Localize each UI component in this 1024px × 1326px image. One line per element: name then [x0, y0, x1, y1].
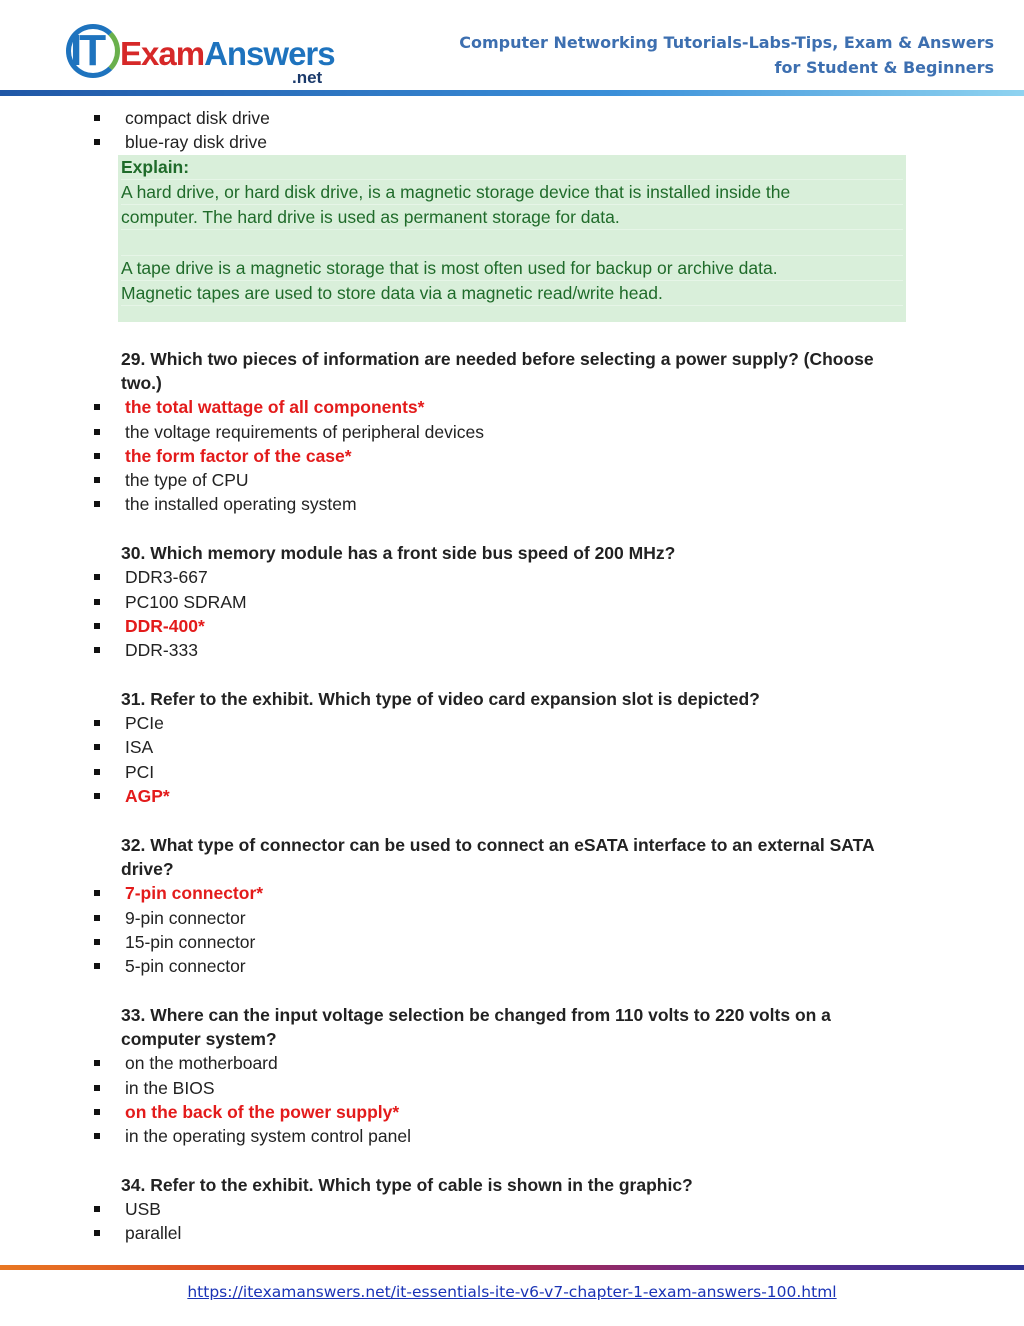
answer-option	[0, 1076, 1024, 1100]
explain-line	[121, 180, 903, 205]
option-text: DDR-333	[125, 640, 198, 661]
bullet-square-icon	[94, 963, 100, 969]
explain-text: Magnetic tapes are used to store data via a magnetic read/write head.	[121, 283, 663, 304]
answer-option	[0, 1197, 1024, 1221]
answer-option	[0, 1221, 1024, 1245]
option-text: the form factor of the case*	[125, 445, 352, 466]
option-text: AGP*	[125, 786, 170, 807]
answer-option	[0, 711, 1024, 735]
bullet-square-icon	[94, 720, 100, 726]
spacer	[0, 978, 1024, 1002]
question-text: 32. What type of connector can be used to connect an eSATA interface to an external SATA	[121, 834, 875, 855]
spacer	[0, 808, 1024, 832]
explain-line	[121, 281, 903, 306]
explain-text: A hard drive, or hard disk drive, is a magnetic storage device that is installed inside the	[121, 181, 791, 202]
option-text: PCIe	[125, 713, 164, 734]
answer-option	[0, 1051, 1024, 1075]
question-line	[0, 371, 1024, 395]
logo-exam-text: Exam	[120, 35, 205, 72]
bullet-square-icon	[94, 793, 100, 799]
question-line	[0, 347, 1024, 371]
header-divider	[0, 90, 1024, 96]
bullet-square-icon	[94, 574, 100, 580]
answer-option	[0, 492, 1024, 516]
bullet-square-icon	[94, 1109, 100, 1115]
option-text: the voltage requirements of peripheral devices	[125, 421, 484, 442]
option-text: in the BIOS	[125, 1077, 215, 1098]
bullet-square-icon	[94, 1085, 100, 1091]
question-text: 31. Refer to the exhibit. Which type of video card expansion slot is depicted?	[121, 688, 760, 709]
footer-divider	[0, 1265, 1024, 1270]
answer-option	[0, 954, 1024, 978]
tagline-line-2: for Student & Beginners	[774, 58, 994, 77]
answer-option-correct	[0, 881, 1024, 905]
question-line	[0, 833, 1024, 857]
question-text: drive?	[121, 858, 174, 879]
answer-option	[0, 1124, 1024, 1148]
bullet-square-icon	[94, 939, 100, 945]
bullet-square-icon	[94, 890, 100, 896]
option-text: USB	[125, 1199, 161, 1220]
spacer	[0, 322, 1024, 346]
bullet-square-icon	[94, 429, 100, 435]
bullet-square-icon	[94, 1133, 100, 1139]
answer-option	[0, 638, 1024, 662]
option-text: the installed operating system	[125, 494, 357, 515]
answer-option-correct	[0, 1100, 1024, 1124]
answer-option	[0, 468, 1024, 492]
answer-option	[0, 590, 1024, 614]
option-text: 9-pin connector	[125, 907, 246, 928]
page-content	[0, 106, 1024, 1246]
bullet-square-icon	[94, 477, 100, 483]
option-text: PCI	[125, 761, 155, 782]
bullet-square-icon	[94, 139, 100, 145]
bullet-square-icon	[94, 404, 100, 410]
question-line	[0, 1027, 1024, 1051]
option-text: in the operating system control panel	[125, 1126, 411, 1147]
logo-answers-text: Answers	[204, 35, 335, 72]
option-text: blue-ray disk drive	[125, 132, 267, 153]
bullet-square-icon	[94, 501, 100, 507]
explain-heading-row	[121, 155, 903, 180]
bullet-square-icon	[94, 623, 100, 629]
bullet-square-icon	[94, 1060, 100, 1066]
question-line	[0, 1003, 1024, 1027]
footer-url-link[interactable]: https://itexamanswers.net/it-essentials-ite-v6-v7-chapter-1-exam-answers-100.html	[187, 1283, 837, 1301]
answer-option	[0, 760, 1024, 784]
bullet-square-icon	[94, 599, 100, 605]
option-text: DDR-400*	[125, 615, 205, 636]
spacer	[0, 517, 1024, 541]
option-text: 5-pin connector	[125, 956, 246, 977]
explain-heading: Explain:	[121, 156, 190, 177]
option-text: ISA	[125, 737, 154, 758]
option-text: on the back of the power supply*	[125, 1101, 400, 1122]
question-text: two.)	[121, 372, 162, 393]
bullet-square-icon	[94, 1230, 100, 1236]
answer-option	[0, 735, 1024, 759]
tagline-line-1: Computer Networking Tutorials-Labs-Tips, Exam & Answers	[459, 33, 994, 52]
answer-option	[0, 906, 1024, 930]
question-line	[0, 857, 1024, 881]
answer-option	[0, 420, 1024, 444]
question-text: 34. Refer to the exhibit. Which type of cable is shown in the graphic?	[121, 1174, 693, 1195]
option-text: PC100 SDRAM	[125, 591, 247, 612]
option-text: parallel	[125, 1223, 182, 1244]
bullet-square-icon	[94, 115, 100, 121]
bullet-square-icon	[94, 453, 100, 459]
question-line	[0, 1173, 1024, 1197]
explain-box	[118, 155, 906, 323]
explain-line	[121, 205, 903, 230]
explain-text: A tape drive is a magnetic storage that is most often used for backup or archive data.	[121, 257, 778, 278]
answer-option-correct	[0, 395, 1024, 419]
question-text: 33. Where can the input voltage selection be changed from 110 volts to 220 volts on a	[121, 1004, 831, 1025]
spacer	[0, 663, 1024, 687]
bullet-square-icon	[94, 1206, 100, 1212]
bullet-square-icon	[94, 769, 100, 775]
option-text: the total wattage of all components*	[125, 397, 425, 418]
site-logo[interactable]	[66, 20, 336, 88]
page-header	[0, 0, 1024, 98]
option-text: the type of CPU	[125, 470, 249, 491]
question-text: 30. Which memory module has a front side bus speed of 200 MHz?	[121, 543, 676, 564]
answer-option	[0, 106, 1024, 130]
question-line	[0, 687, 1024, 711]
option-text: 15-pin connector	[125, 931, 256, 952]
logo-net-text: .net	[292, 68, 323, 87]
bullet-square-icon	[94, 647, 100, 653]
answer-option	[0, 930, 1024, 954]
bullet-square-icon	[94, 744, 100, 750]
option-text: compact disk drive	[125, 108, 270, 128]
explain-line	[121, 256, 903, 281]
answer-option	[0, 130, 1024, 154]
question-line	[0, 541, 1024, 565]
bullet-square-icon	[94, 915, 100, 921]
answer-option-correct	[0, 614, 1024, 638]
explain-line	[121, 230, 903, 255]
option-text: on the motherboard	[125, 1053, 278, 1074]
answer-option-correct	[0, 784, 1024, 808]
option-text: DDR3-667	[125, 567, 208, 588]
spacer	[0, 1148, 1024, 1172]
logo-it-text: IT	[70, 26, 104, 75]
question-text: 29. Which two pieces of information are needed before selecting a power supply? (Choose	[121, 348, 874, 369]
site-tagline	[459, 30, 994, 80]
explain-text: computer. The hard drive is used as permanent storage for data.	[121, 207, 620, 228]
option-text: 7-pin connector*	[125, 883, 264, 904]
question-text: computer system?	[121, 1028, 277, 1049]
answer-option	[0, 565, 1024, 589]
answer-option-correct	[0, 444, 1024, 468]
